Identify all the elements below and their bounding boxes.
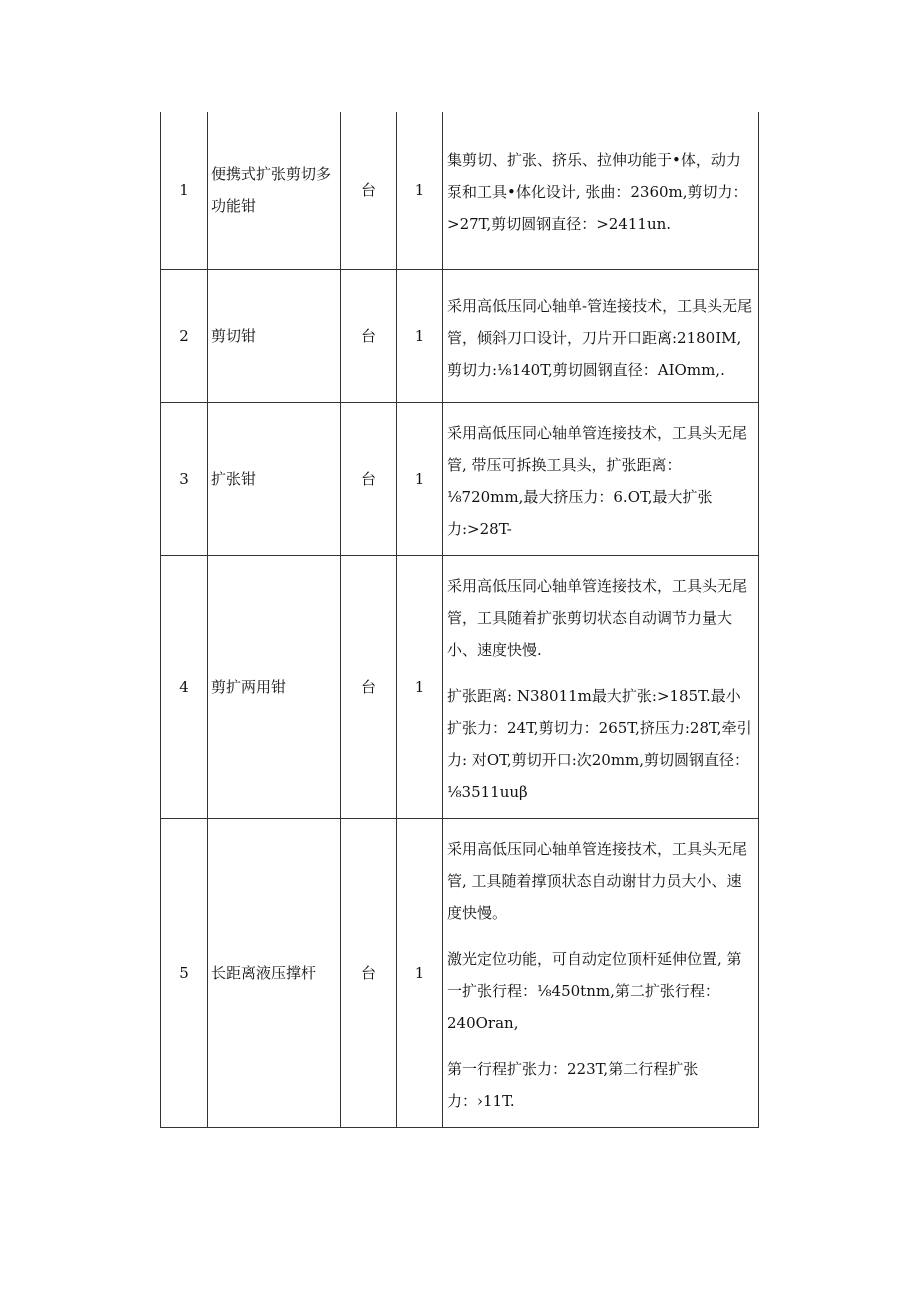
quantity-cell: 1 bbox=[397, 818, 443, 1127]
row-number: 1 bbox=[161, 112, 208, 269]
specification-paragraph: 采用高低压同心轴单管连接技术，工具头无尾管, 带压可拆换工具头，扩张距离：⅛720mm,最大挤压力：6.OT,最大扩张力:>28T- bbox=[447, 423, 748, 538]
equipment-table-body bbox=[161, 112, 759, 1127]
specification-paragraph: 采用高低压同心轴单-管连接技术，工具头无尾管，倾斜刀口设计，刀片开口距离:2180IM,剪切力:⅛140T,剪切圆钢直径：AIOmm,. bbox=[447, 296, 753, 379]
row-number: 3 bbox=[161, 402, 208, 555]
equipment-table bbox=[160, 112, 759, 1128]
unit-cell: 台 bbox=[341, 555, 397, 818]
specification-cell bbox=[443, 818, 759, 1127]
equipment-name: 剪扩两用钳 bbox=[208, 555, 341, 818]
unit-cell: 台 bbox=[341, 818, 397, 1127]
unit-cell: 台 bbox=[341, 269, 397, 402]
equipment-table-container bbox=[160, 112, 759, 1128]
quantity-cell: 1 bbox=[397, 402, 443, 555]
specification-cell bbox=[443, 555, 759, 818]
unit-cell: 台 bbox=[341, 402, 397, 555]
row-number: 4 bbox=[161, 555, 208, 818]
equipment-name: 长距离液压撑杆 bbox=[208, 818, 341, 1127]
table-row bbox=[161, 818, 759, 1127]
specification-paragraph: 扩张距离: N38011m最大扩张:>185T.最小扩张力：24T,剪切力：265T,挤压力:28T,牵引力: 对OT,剪切开口:次20mm,剪切圆钢直径：⅛3511uuβ bbox=[447, 686, 752, 801]
quantity-cell: 1 bbox=[397, 269, 443, 402]
table-row bbox=[161, 402, 759, 555]
quantity-cell: 1 bbox=[397, 112, 443, 269]
row-number: 2 bbox=[161, 269, 208, 402]
equipment-name: 扩张钳 bbox=[208, 402, 341, 555]
table-row bbox=[161, 555, 759, 818]
equipment-name: 剪切钳 bbox=[208, 269, 341, 402]
row-number: 5 bbox=[161, 818, 208, 1127]
specification-cell bbox=[443, 402, 759, 555]
table-row bbox=[161, 112, 759, 269]
specification-cell bbox=[443, 269, 759, 402]
specification-cell bbox=[443, 112, 759, 269]
unit-cell: 台 bbox=[341, 112, 397, 269]
specification-paragraph: 采用高低压同心轴单管连接技术，工具头无尾管, 工具随着撑顶状态自动谢甘力员大小、速度快慢。 bbox=[447, 839, 748, 922]
specification-paragraph: 第一行程扩张力：223T,第二行程扩张力：›11T. bbox=[447, 1059, 699, 1110]
specification-paragraph: 采用高低压同心轴单管连接技术，工具头无尾管，工具随着扩张剪切状态自动调节力量大小、速度快慢. bbox=[447, 576, 748, 659]
specification-paragraph: 激光定位功能，可自动定位顶杆延伸位置, 第一扩张行程：⅛450tnm,第二扩张行程：240Oran, bbox=[447, 949, 742, 1032]
specification-paragraph: 集剪切、扩张、挤乐、拉伸功能于•体，动力泵和工具•体化设计, 张曲：2360m,剪切力：>27T,剪切圆钢直径：>2411un. bbox=[447, 151, 748, 234]
quantity-cell: 1 bbox=[397, 555, 443, 818]
table-row bbox=[161, 269, 759, 402]
equipment-name: 便携式扩张剪切多功能钳 bbox=[208, 112, 341, 269]
